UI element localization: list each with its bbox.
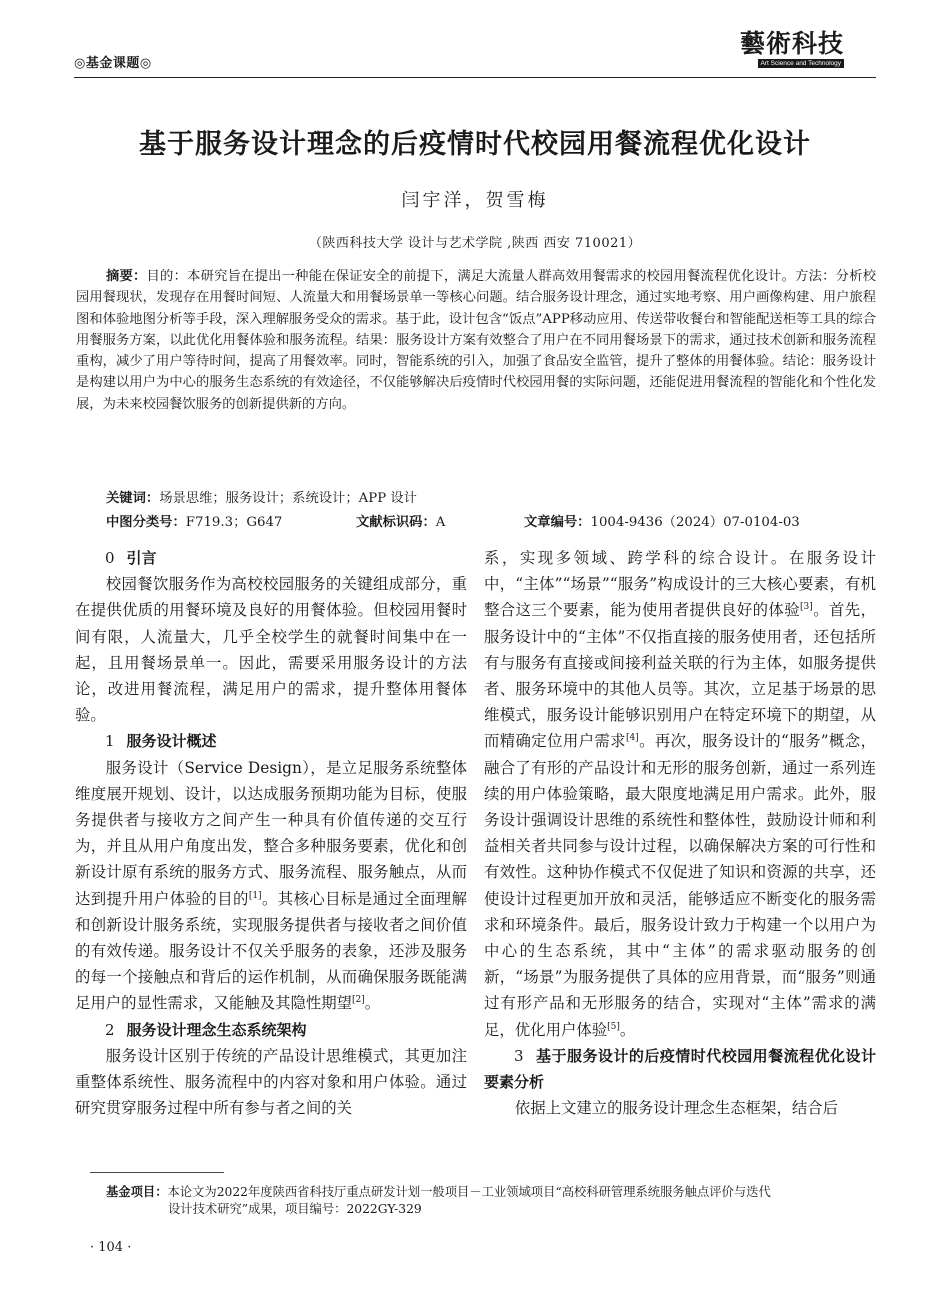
abstract-label: 摘要：	[106, 269, 147, 284]
section-heading-1: 1 服务设计概述	[105, 732, 217, 751]
paragraph: 系，实现多领域、跨学科的综合设计。在服务设计中，“主体”“场景”“服务”构成设计的三大核心要素，有机整合这三个要素，能为使用者提供良好的体验[3]。首先，服务设计中的“主体”不仅指直接的服务使用者，还包括所有与服务有直接或间接利益关联的行为主体，如服务提供者、服务环境中的其他人员等。其次，立足基于场景的思维模式，服务设计能够识别用户在特定环境下的期望，从而精确定位用户需求[4]。再次，服务设计的“服务”概念，融合了有形的产品设计和无形的服务创新，通过一系列连续的用户体验策略，最大限度地满足用户需求。此外，服务设计强调设计思维的系统性和整体性，鼓励设计师和利益相关者共同参与设计过程，以确保解决方案的可行性和有效性。这种协作模式不仅促进了知识和资源的共享，还使设计过程更加开放和灵活，能够适应不断变化的服务需求和环境条件。最后，服务设计致力于构建一个以用户为中心的生态系统，其中“主体”的需求驱动服务的创新，“场景”为服务提供了具体的应用背景，而“服务”则通过有形产品和无形服务的结合，实现对“主体”需求的满足，优化用户体验[5]。	[484, 549, 876, 1039]
clc-label: 中图分类号：	[106, 515, 186, 530]
section-label: ◎基金课题◎	[74, 56, 152, 71]
paragraph: 依据上文建立的服务设计理念生态框架，结合后	[514, 1099, 839, 1118]
citation-ref[interactable]: [3]	[800, 602, 813, 613]
doc-code-value: A	[435, 515, 446, 530]
footnote-text-cont: 设计技术研究”成果，项目编号：2022GY-329	[168, 1202, 422, 1216]
citation-ref[interactable]: [4]	[625, 733, 639, 744]
paragraph: 服务设计（Service Design），是立足服务系统整体维度展开规划、设计，以达成服务预期功能为目标，使服务提供者与接收方之间产生一种具有价值传递的交互行为，并且从用户角度出发，整合多种服务要素，优化和创新设计原有系统的服务方式、服务流程、服务触点，从而达到提升用户体验的目的[1]。其核心目标是通过全面理解和创新设计服务系统，实现服务提供者与接收者之间价值的有效传递。服务设计不仅关乎服务的表象，还涉及服务的每一个接触点和背后的运作机制，从而确保服务既能满足用户的显性需求，又能触及其隐性期望[2]。	[75, 758, 467, 1013]
section-heading-2: 2 服务设计理念生态系统架构	[105, 1020, 307, 1039]
page-number: · 104 ·	[90, 1240, 132, 1255]
abstract-text: 目的：本研究旨在提出一种能在保证安全的前提下，满足大流量人群高效用餐需求的校园用餐流程优化设计。方法：分析校园用餐现状，发现存在用餐时间短、人流量大和用餐场景单一等核心问题。结合服务设计理念，通过实地考察、用户画像构建、用户旅程图和体验地图分析等手段，深入理解服务受众的需求。基于此，设计包含“饭点”APP移动应用、传送带收餐台和智能配送柜等工具的综合用餐服务方案，以此优化用餐体验和服务流程。结果：服务设计方案有效整合了用户在不同用餐场景下的需求，通过技术创新和服务流程重构，减少了用户等待时间，提高了用餐效率。同时，智能系统的引入，加强了食品安全监管，提升了整体的用餐体验。结论：服务设计是构建以用户为中心的服务生态系统的有效途径，不仅能够解决后疫情时代校园用餐的实际问题，还能促进用餐流程的智能化和个性化发展，为未来校园餐饮服务的创新提供新的方向。	[76, 269, 877, 412]
journal-logo-en: Art Science and Technology	[758, 59, 844, 68]
citation-ref[interactable]: [2]	[352, 995, 365, 1006]
affiliation: （陕西科技大学 设计与艺术学院 ,陕西 西安 710021）	[308, 236, 642, 251]
journal-logo	[740, 30, 844, 72]
body-column-left	[75, 545, 467, 1121]
citation-ref[interactable]: [1]	[248, 890, 262, 901]
article-no-value: 1004-9436（2024）07-0104-03	[590, 515, 800, 530]
funding-footnote	[106, 1184, 876, 1218]
section-heading-0: 0 引言	[105, 549, 157, 567]
paragraph: 校园餐饮服务作为高校校园服务的关键组成部分，重在提供优质的用餐环境及良好的用餐体验。但校园用餐时间有限，人流量大，几乎全校学生的就餐时间集中在一起，且用餐场景单一。因此，需要采用服务设计的方法论，改进用餐流程，满足用户的需求，提升整体用餐体验。	[75, 575, 467, 725]
authors: 闫宇洋，贺雪梅	[401, 190, 549, 211]
doc-code-label: 文献标识码：	[356, 515, 436, 530]
paragraph: 服务设计区别于传统的产品设计思维模式，其更加注重整体系统性、服务流程中的内容对象和用户体验。通过研究贯穿服务过程中所有参与者之间的关	[75, 1046, 467, 1118]
keywords-label: 关键词：	[106, 491, 160, 506]
body-column-right	[484, 545, 876, 1121]
article-no-label: 文章编号：	[524, 515, 591, 530]
keywords-text: 场景思维；服务设计；系统设计；APP 设计	[159, 491, 417, 506]
journal-logo-cn: 藝術科技	[740, 29, 845, 58]
citation-ref[interactable]: [5]	[607, 1021, 620, 1032]
keywords	[106, 487, 417, 506]
abstract	[76, 266, 876, 415]
footnote-divider	[90, 1172, 224, 1173]
footnote-label: 基金项目：	[106, 1185, 168, 1199]
clc-value: F719.3；G647	[185, 515, 283, 530]
header-divider	[74, 77, 876, 78]
paper-title: 基于服务设计理念的后疫情时代校园用餐流程优化设计	[139, 129, 811, 160]
section-heading-3: 3 基于服务设计的后疫情时代校园用餐流程优化设计要素分析	[484, 1046, 876, 1092]
footnote-text: 本论文为2022年度陕西省科技厅重点研发计划一般项目－工业领域项目“高校科研管理系统服务触点评价与迭代	[167, 1185, 771, 1199]
